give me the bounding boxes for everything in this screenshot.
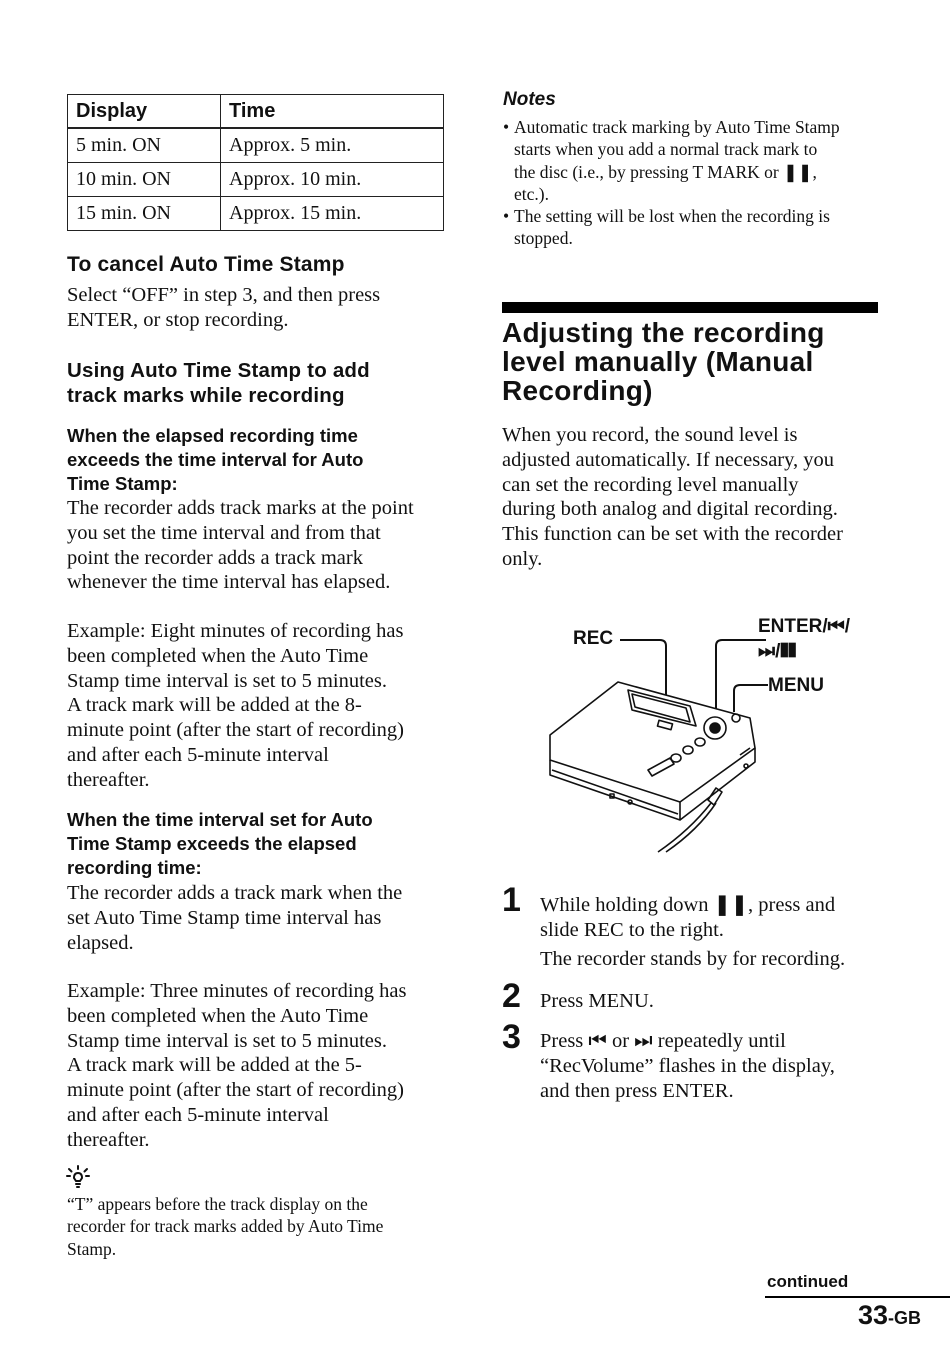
page-number-value: 33 — [858, 1300, 889, 1330]
note-item: • Automatic track marking by Auto Time Stamp starts when you add a normal track mark to the disc (i.e., by pressing T MARK or ❚❚, etc.). — [503, 116, 893, 205]
table-row — [68, 163, 444, 197]
page-suffix: -GB — [888, 1308, 922, 1328]
case2-heading: When the time interval set for Auto Time Stamp exceeds the elapsed recording time: — [67, 809, 373, 878]
enter-label-2: ⏭/❚❚ — [758, 641, 797, 662]
menu-label: MENU — [768, 675, 824, 696]
table-cell: 5 min. ON — [68, 128, 221, 163]
enter-label: ENTER/⏮/ — [758, 616, 851, 637]
using-heading: Using Auto Time Stamp to add track marks while recording — [67, 359, 370, 407]
case1-example: Example: Eight minutes of recording has been completed when the Auto Time Stamp time interval is set to 5 minutes. A track mark will be added at the 8- minute point (after the start of recording) and after each 5-minute interval thereafter. — [67, 620, 404, 791]
tip-text: “T” appears before the track display on the recorder for track marks added by Auto Time Stamp. — [67, 1194, 384, 1259]
case1-text: The recorder adds track marks at the point you set the time interval and from that point the recorder adds a track mark whenever the time interval has elapsed. — [67, 497, 414, 594]
table-row — [68, 128, 444, 163]
cancel-text: Select “OFF” in step 3, and then press ENTER, or stop recording. — [67, 284, 381, 331]
table-cell: 10 min. ON — [68, 163, 221, 197]
cancel-heading: To cancel Auto Time Stamp — [67, 253, 345, 276]
step-number: 3 — [502, 1018, 521, 1056]
case1-heading: When the elapsed recording time exceeds the time interval for Auto Time Stamp: — [67, 425, 364, 494]
table-header-display: Display — [68, 95, 221, 129]
continued-label: continued — [767, 1272, 849, 1291]
display-time-table — [67, 94, 444, 231]
lightbulb-icon — [66, 1165, 90, 1189]
step-subtext: The recorder stands by for recording. — [540, 948, 846, 970]
step-number: 1 — [502, 881, 521, 919]
table-cell: Approx. 10 min. — [221, 163, 444, 197]
table-header-row — [68, 95, 444, 129]
step-text: Press ⏮ or ⏭ repeatedly until “RecVolume” flashes in the display, and then press ENTER. — [540, 1030, 835, 1102]
section-intro: When you record, the sound level is adjusted automatically. If necessary, you can set the recording level manually during both analog and digital recording. This function can be set with the recorder only. — [502, 424, 843, 570]
step-number: 2 — [502, 977, 521, 1015]
rec-label: REC — [573, 628, 614, 649]
table-header-time: Time — [221, 95, 444, 129]
case2-text: The recorder adds a track mark when the set Auto Time Stamp time interval has elapsed. — [67, 882, 403, 954]
table-cell: Approx. 15 min. — [221, 197, 444, 231]
table-row — [68, 197, 444, 231]
md-recorder-illustration — [540, 630, 780, 860]
table-cell: 15 min. ON — [68, 197, 221, 231]
table-cell: Approx. 5 min. — [221, 128, 444, 163]
note-item: • The setting will be lost when the recording is stopped. — [503, 205, 893, 250]
section-rule — [502, 302, 878, 313]
page-number — [858, 1300, 921, 1331]
notes-title: Notes — [503, 89, 556, 110]
step-text: While holding down ❚❚, press and slide REC to the right. — [540, 894, 836, 941]
step-text: Press MENU. — [540, 990, 654, 1012]
footer-rule — [765, 1296, 950, 1298]
case2-example: Example: Three minutes of recording has been completed when the Auto Time Stamp time interval is set to 5 minutes. A track mark will be added at the 5- minute point (after the start of recording) and after each 5-minute interval thereafter. — [67, 980, 407, 1151]
section-title: Adjusting the recording level manually (Manual Recording) — [502, 317, 825, 406]
notes-list — [503, 116, 893, 250]
